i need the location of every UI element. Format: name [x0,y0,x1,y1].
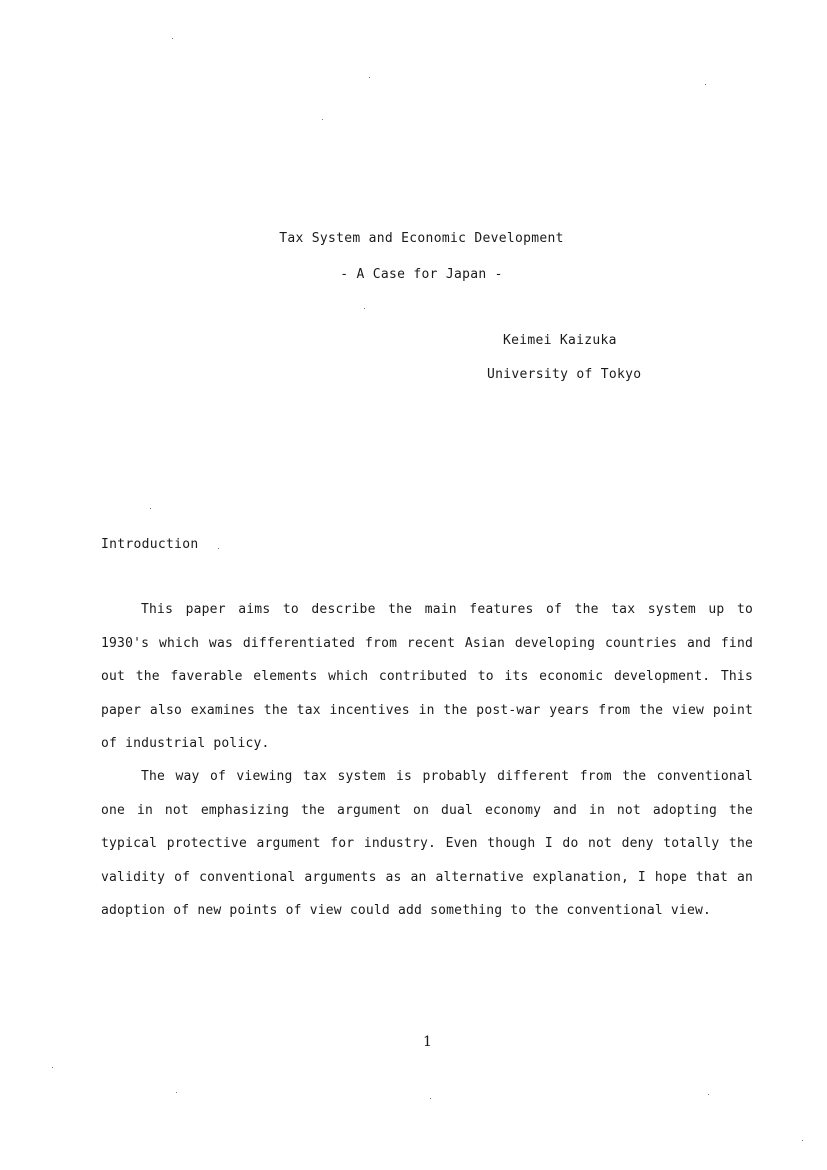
paragraph-line: of industrial policy. [101,736,270,751]
scan-speck [322,119,323,120]
scan-speck [150,508,151,509]
scan-speck [218,548,219,549]
paragraph-line: typical protective argument for industry. Even though I do not deny totally the [101,836,753,851]
paragraph-2 [101,760,753,928]
paragraph-line: out the faverable elements which contributed to its economic development. This [101,669,753,684]
scan-speck [705,84,706,85]
page-number: 1 [423,1034,432,1050]
scan-speck [430,1098,431,1099]
scan-speck [52,1067,53,1068]
paragraph-line: validity of conventional arguments as an alternative explanation, I hope that an [101,869,753,885]
author-name: Keimei Kaizuka [503,333,617,348]
author-affiliation: University of Tokyo [487,367,642,382]
paragraph-line: paper also examines the tax incentives in the post-war years from the view point [101,702,753,718]
paragraph-line: This paper aims to describe the main features of the tax system up to [141,602,753,617]
scan-speck [369,77,370,78]
document-subtitle: - A Case for Japan - [340,267,503,282]
paragraph-line: The way of viewing tax system is probably different from the conventional [141,769,753,784]
scan-speck [176,1092,177,1093]
document-title: Tax System and Economic Development [279,231,564,246]
scan-speck [364,308,365,309]
paragraph-line: adoption of new points of view could add something to the conventional view. [101,903,712,918]
paragraph-line: one in not emphasizing the argument on dual economy and in not adopting the [101,802,753,818]
paragraph-1 [101,593,753,761]
scan-speck [172,38,173,39]
scan-speck [802,1140,803,1141]
paragraph-line: 1930's which was differentiated from recent Asian developing countries and find [101,635,753,651]
scan-speck [708,1094,709,1095]
section-heading: Introduction [101,537,199,552]
